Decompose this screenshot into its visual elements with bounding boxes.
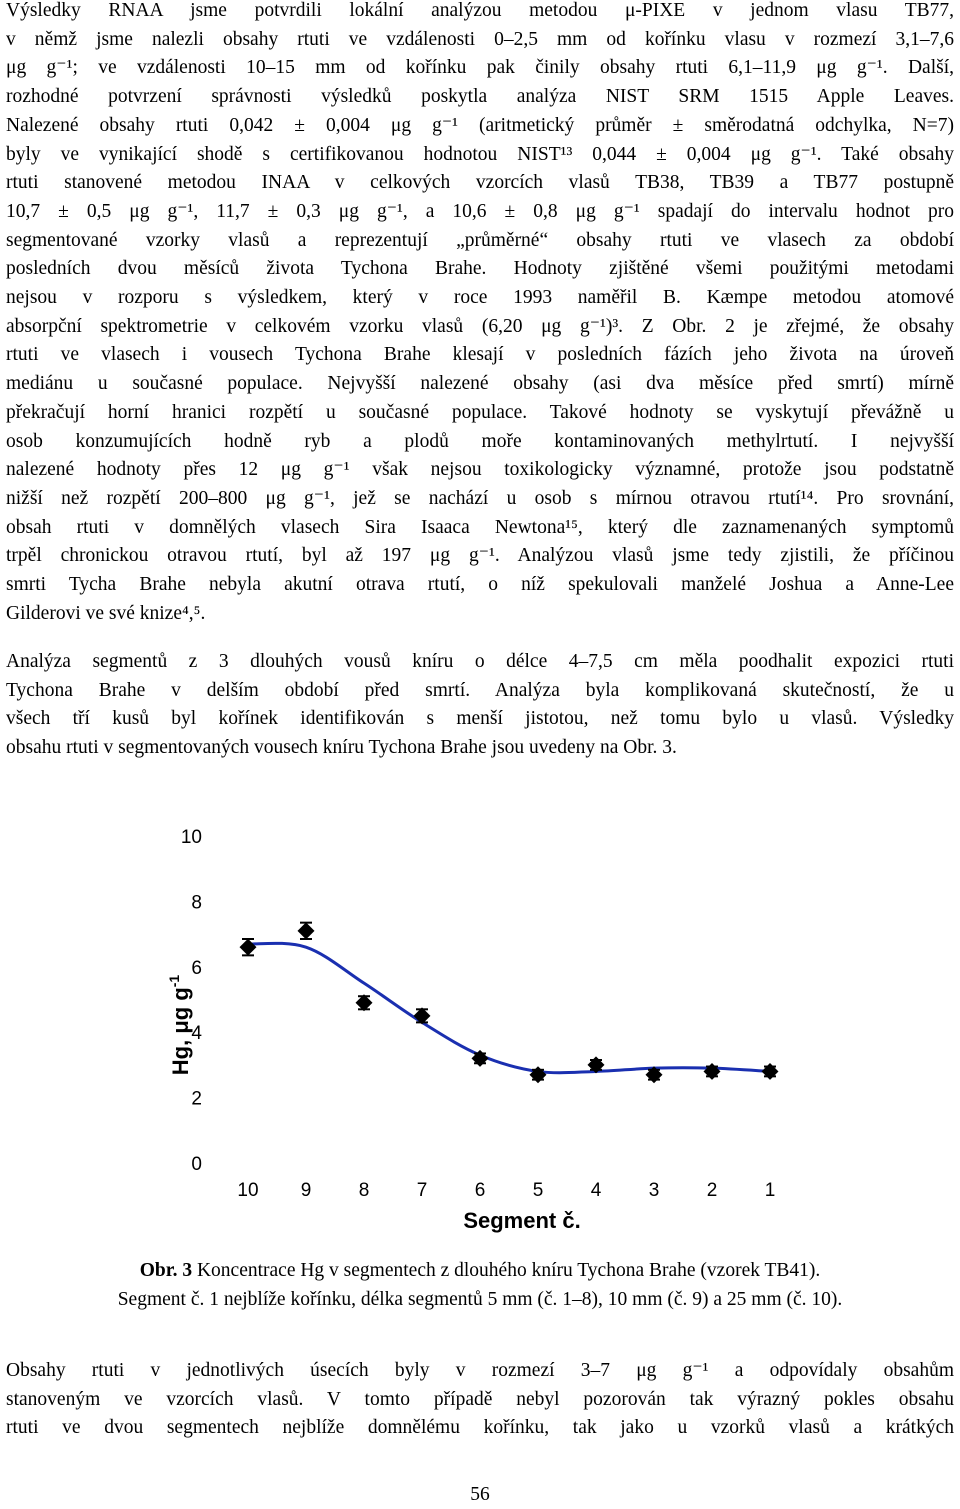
text-line: smrti Tycha Brahe nebyla akutní otrava rtutí, o níž spekulovali manželé Joshua a Anne-Lee <box>6 574 954 596</box>
text-line: rozhodné potvrzení správnosti výsledků poskytla analýza NIST SRM 1515 Apple Leaves. <box>6 86 954 108</box>
text-line: absorpční spektrometrie v celkovém vzorku vlasů (6,20 μg g⁻¹)³. Z Obr. 2 je zřejmé, že obsahy <box>6 315 954 337</box>
caption-text-1: Koncentrace Hg v segmentech z dlouhého kníru Tychona Brahe (vzorek TB41). <box>192 1260 821 1281</box>
text-line: v němž jsme nalezli obsahy rtuti ve vzdálenosti 0–2,5 mm od kořínku vlasu v rozmezí 3,1–7,6 <box>6 28 954 50</box>
text-line: překračují horní hranici rozpětí u současné populace. Takové hodnoty se vyskytují převážně u <box>6 401 954 423</box>
caption-label: Obr. 3 <box>139 1260 193 1281</box>
x-tick-label: 10 <box>237 1180 259 1201</box>
x-tick-label: 4 <box>590 1180 602 1201</box>
data-points <box>240 922 779 1083</box>
caption-line-2: Segment č. 1 nejblíže kořínku, délka segmentů 5 mm (č. 1–8), 10 mm (č. 9) a 25 mm (č. 10). <box>117 1288 843 1310</box>
y-tick-label: 6 <box>191 957 202 979</box>
x-tick-label: 9 <box>300 1180 312 1201</box>
y-tick-label: 4 <box>191 1023 202 1045</box>
text-line: Nalezené obsahy rtuti 0,042 ± 0,004 μg g⁻¹ (aritmetický průměr ± směrodatná odchylka, N=7) <box>6 114 954 136</box>
caption-line-1 <box>0 1257 960 1286</box>
y-tick-label: 10 <box>180 827 202 848</box>
x-tick-label: 8 <box>358 1180 370 1201</box>
text-line: nalezené hodnoty přes 12 μg g⁻¹ však nejsou toxikologicky významné, protože jsou podstatně <box>6 459 954 481</box>
text-line: μg g⁻¹; ve vzdálenosti 10–15 mm od kořínku pak činily obsahy rtuti 6,1–11,9 μg g⁻¹. Další, <box>6 57 954 79</box>
data-point <box>298 922 315 939</box>
text-line: rtuti stanovené metodou INAA v celkových vzorcích vlasů TB38, TB39 a TB77 postupně <box>6 172 954 194</box>
text-line: Gilderovi ve své knize⁴,⁵. <box>6 602 206 624</box>
text-line: rtuti ve vlasech i vousech Tychona Brahe klesají v posledních fázích jeho života na úroveň <box>6 344 954 366</box>
text-line: byly ve vynikající shodě s certifikovanou hodnotou NIST¹³ 0,044 ± 0,004 μg g⁻¹. Také obsahy <box>6 143 954 165</box>
y-tick-label: 8 <box>191 892 202 914</box>
text-line: posledních dvou měsíců života Tychona Brahe. Hodnoty zjištěné všemi použitými metodami <box>6 258 954 280</box>
x-tick-label: 5 <box>532 1180 544 1201</box>
text-line: obsah rtuti v domnělých vlasech Sira Isaaca Newtona¹⁵, který dle zaznamenaných symptomů <box>6 516 954 538</box>
text-line: Výsledky RNAA jsme potvrdili lokální analýzou metodou μ-PIXE v jednom vlasu TB77, <box>6 0 954 21</box>
text-line: 10,7 ± 0,5 μg g⁻¹, 11,7 ± 0,3 μg g⁻¹, a 10,6 ± 0,8 μg g⁻¹ spadají do intervalu hodnot pro <box>6 200 954 222</box>
text-line: Tychona Brahe v delším období před smrtí. Analýza byla komplikovaná skutečností, že u <box>6 679 954 701</box>
text-line: rtuti ve dvou segmentech nejblíže domnělému kořínku, tak jako u vzorků vlasů a krátkých <box>6 1417 954 1439</box>
data-point <box>762 1063 779 1080</box>
y-tick-label: 0 <box>191 1154 202 1175</box>
x-tick-label: 3 <box>648 1180 660 1201</box>
text-line: všech tří kusů byl kořínek identifikován s menší jistotou, než tomu bylo u vlasů. Výsledky <box>6 708 954 730</box>
data-point <box>704 1063 721 1080</box>
x-tick-label: 1 <box>764 1180 776 1201</box>
text-line: nejsou v rozporu s výsledkem, který v roce 1993 naměřil B. Kæmpe metodou atomové <box>6 287 954 309</box>
text-line: Analýza segmentů z 3 dlouhých vousů kníru o délce 4–7,5 cm měla poodhalit expozici rtuti <box>6 651 954 672</box>
tick-labels <box>166 827 775 1233</box>
text-line: obsahu rtuti v segmentovaných vousech kníru Tychona Brahe jsou uvedeny na Obr. 3. <box>6 737 677 759</box>
page-number: 56 <box>470 1484 490 1505</box>
x-tick-label: 2 <box>706 1180 718 1201</box>
fit-curve <box>248 943 770 1072</box>
text-line: segmentované vzorky vlasů a reprezentují „průměrné“ obsahy rtuti ve vlasech za období <box>6 229 954 251</box>
data-point <box>240 939 257 956</box>
y-tick-label: 2 <box>191 1088 202 1110</box>
x-tick-label: 7 <box>416 1180 428 1201</box>
x-axis-label: Segment č. <box>463 1208 581 1233</box>
text-line: osob konzumujících hodně ryb a plodů moře kontaminovaných methylrtutí. I nejvyšší <box>6 430 954 452</box>
data-point <box>530 1066 547 1083</box>
text-line: stanoveným ve vzorcích vlasů. V tomto případě nebyl pozorován tak výrazný pokles obsahu <box>6 1388 954 1410</box>
y-axis-label: Hg, μg $g^{-1}$ <box>166 974 193 1076</box>
text-line: mediánu u současné populace. Nejvyšší nalezené obsahy (asi dva měsíce před smrtí) mírně <box>6 373 954 395</box>
x-tick-label: 6 <box>474 1180 486 1201</box>
text-line: nižší než rozpětí 200–800 μg g⁻¹, jež se nachází u osob s mírnou otravou rtutí¹⁴. Pro srovnání, <box>6 487 954 509</box>
text-line: trpěl chronickou otravou rtutí, byl až 197 μg g⁻¹. Analýzou vlasů jsme tedy zjistili, že příčinou <box>6 545 954 567</box>
text-line: Obsahy rtuti v jednotlivých úsecích byly v rozmezí 3–7 μg g⁻¹ a odpovídaly obsahům <box>6 1360 954 1381</box>
paragraph-3 <box>6 1357 954 1443</box>
figure-caption <box>0 1257 960 1314</box>
